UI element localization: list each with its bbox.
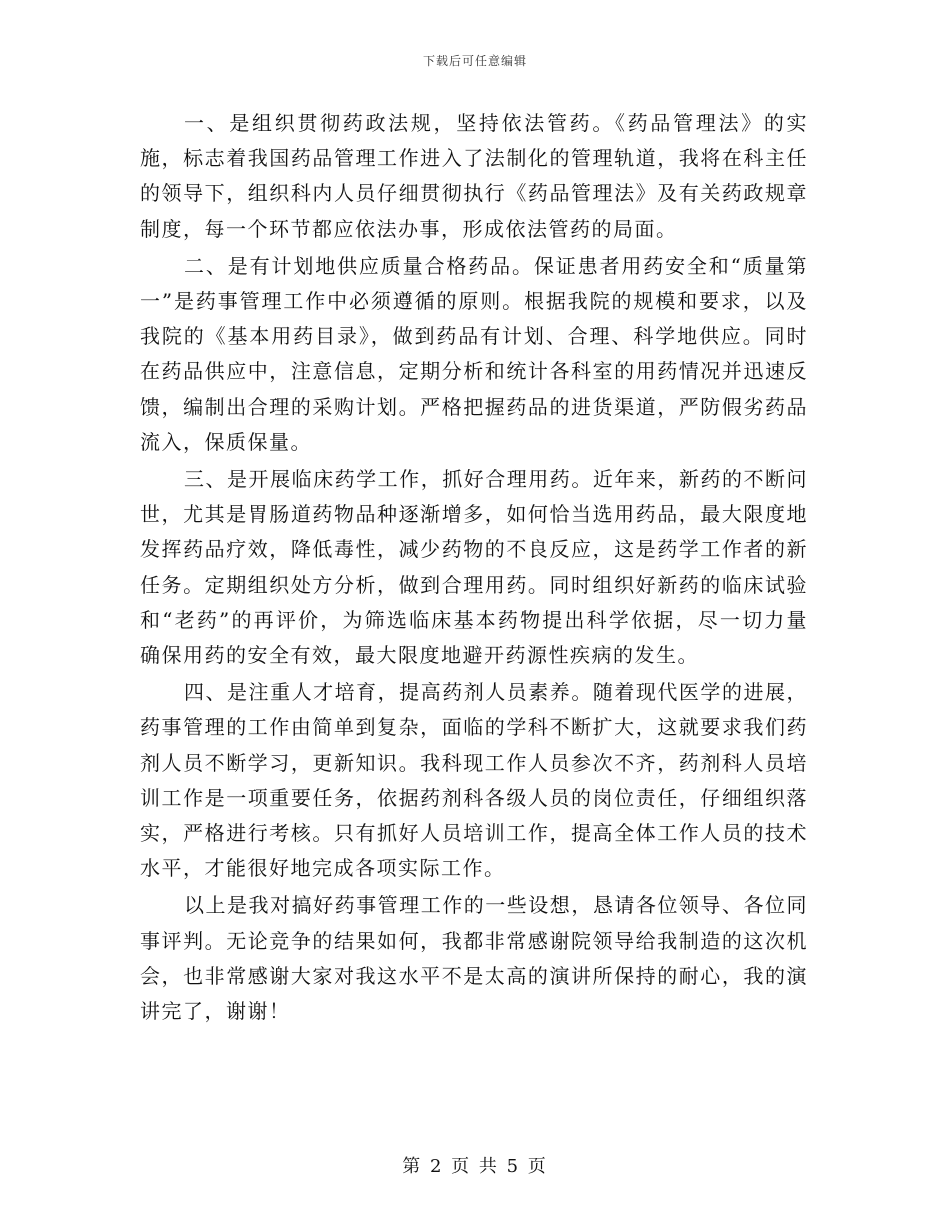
page-number: 第 2 页 共 5 页: [402, 1156, 548, 1177]
paragraph-2: 二、是有计划地供应质量合格药品。保证患者用药安全和“质量第一”是药事管理工作中必须遵循的原则。根据我院的规模和要求，以及我院的《基本用药目录》，做到药品有计划、合理、科学地供应。同时在药品供应中，注意信息，定期分析和统计各科室的用药情况并迅速反馈，编制出合理的采购计划。严格把握药品的进货渠道，严防假劣药品流入，保质保量。: [140, 253, 808, 454]
paragraph-4: 四、是注重人才培育，提高药剂人员素养。随着现代医学的进展，药事管理的工作由简单到复杂，面临的学科不断扩大，这就要求我们药剂人员不断学习，更新知识。我科现工作人员参次不齐，药剂科人员培训工作是一项重要任务，依据药剂科各级人员的岗位责任，仔细组织落实，严格进行考核。只有抓好人员培训工作，提高全体工作人员的技术水平，才能很好地完成各项实际工作。: [140, 680, 808, 881]
header-note: 下载后可任意编辑: [422, 54, 527, 68]
document-body: [140, 106, 808, 1031]
paragraph-3: 三、是开展临床药学工作，抓好合理用药。近年来，新药的不断问世，尤其是胃肠道药物品种逐渐增多，如何恰当选用药品，最大限度地发挥药品疗效，降低毒性，减少药物的不良反应，这是药学工作者的新任务。定期组织处方分析，做到合理用药。同时组织好新药的临床试验和“老药”的再评价，为筛选临床基本药物提出科学依据，尽一切力量确保用药的安全有效，最大限度地避开药源性疾病的发生。: [140, 467, 808, 668]
paragraph-1: 一、是组织贯彻药政法规，坚持依法管药。《药品管理法》的实施，标志着我国药品管理工作进入了法制化的管理轨道，我将在科主任的领导下，组织科内人员仔细贯彻执行《药品管理法》及有关药政规章制度，每一个环节都应依法办事，形成依法管药的局面。: [140, 111, 808, 241]
paragraph-5: 以上是我对搞好药事管理工作的一些设想，恳请各位领导、各位同事评判。无论竞争的结果如何，我都非常感谢院领导给我制造的这次机会，也非常感谢大家对我这水平不是太高的演讲所保持的耐心，我的演讲完了，谢谢！: [140, 893, 808, 1024]
